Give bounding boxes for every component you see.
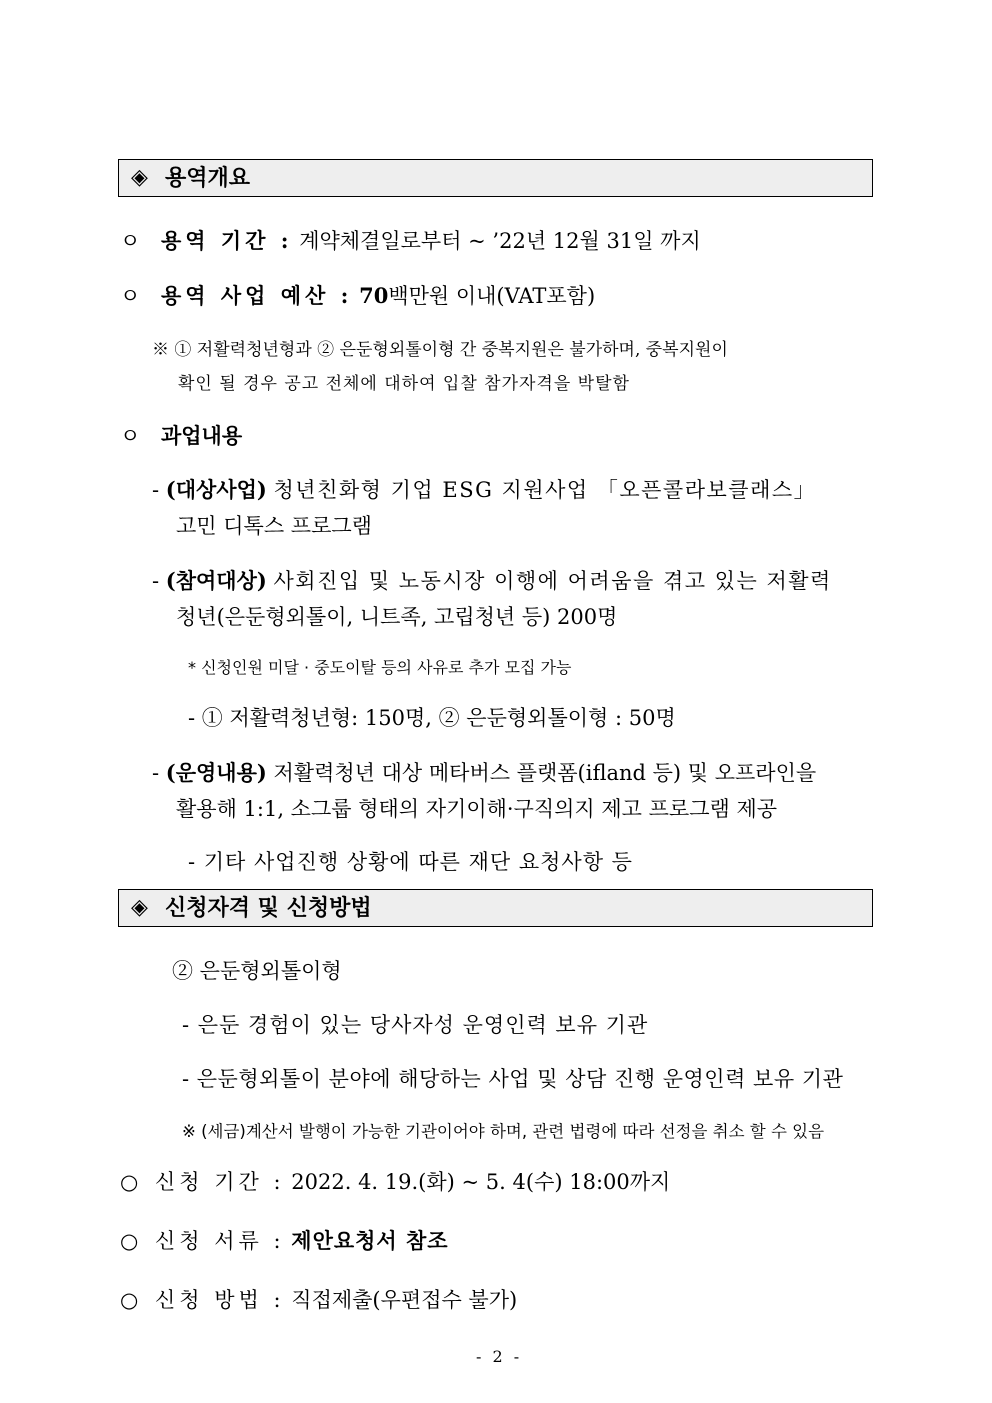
apply-docs-label: 신청 서류 : xyxy=(155,1229,285,1253)
duplicate-note-line2: 확인 될 경우 공고 전체에 대하여 입찰 참가자격을 박탈함 xyxy=(178,374,630,394)
participants-split: - ① 저활력청년형: 150명, ② 은둔형외톨이형 : 50명 xyxy=(188,706,676,730)
target-project-line2: 고민 디톡스 프로그램 xyxy=(176,514,372,538)
section-title: 신청자격 및 신청방법 xyxy=(165,895,372,921)
budget-amount: 70 xyxy=(359,283,389,308)
budget-item xyxy=(120,283,595,309)
page-number: - 2 - xyxy=(476,1347,523,1366)
apply-period-item xyxy=(120,1169,670,1195)
apply-method-label: 신청 방법 : xyxy=(155,1288,285,1312)
budget-value: 백만원 이내(VAT포함) xyxy=(388,284,596,308)
circle-bullet-icon: ㅇ xyxy=(120,424,141,448)
section-header-overview xyxy=(118,159,873,197)
circle-bullet-icon: ㅇ xyxy=(120,229,141,253)
participants-line1: - (참여대상) 사회진입 및 노동시장 이행에 어려움을 겪고 있는 저활력 xyxy=(152,568,832,593)
circle-bullet-icon: ○ xyxy=(120,1229,139,1253)
tasks-label: 과업내용 xyxy=(160,423,243,448)
apply-docs-value: 제안요청서 참조 xyxy=(291,1228,449,1253)
section-title: 용역개요 xyxy=(165,165,251,191)
period-label: 용역 기간 : xyxy=(160,228,293,253)
apply-docs-item xyxy=(120,1228,449,1254)
apply-method-item xyxy=(120,1287,517,1313)
apply-period-label: 신청 기간 : xyxy=(155,1170,285,1194)
participants-line2: 청년(은둔형외톨이, 니트족, 고립청년 등) 200명 xyxy=(176,605,618,629)
apply-method-value: 직접제출(우편접수 불가) xyxy=(291,1288,518,1312)
participants-note: * 신청인원 미달 · 중도이탈 등의 사유로 추가 모집 가능 xyxy=(188,658,572,677)
tasks-item xyxy=(120,423,242,449)
diamond-icon: ◈ xyxy=(131,895,148,920)
requirement-2: - 은둔형외톨이 분야에 해당하는 사업 및 상담 진행 운영인력 보유 기관 xyxy=(182,1067,844,1091)
budget-label: 용역 사업 예산 : xyxy=(160,283,353,308)
operation-line1: - (운영내용) 저활력청년 대상 메타버스 플랫폼(ifland 등) 및 오프라인을 xyxy=(152,760,817,785)
apply-period-value: 2022. 4. 19.(화) ~ 5. 4(수) 18:00까지 xyxy=(291,1170,671,1194)
operation-extra: - 기타 사업진행 상황에 따른 재단 요청사항 등 xyxy=(188,850,633,874)
requirement-1: - 은둔 경험이 있는 당사자성 운영인력 보유 기관 xyxy=(182,1013,649,1037)
operation-tag: (운영내용) xyxy=(165,760,267,785)
section-header-application xyxy=(118,889,873,927)
participants-tag: (참여대상) xyxy=(165,568,267,593)
operation-line2: 활용해 1:1, 소그룹 형태의 자기이해·구직의지 제고 프로그램 제공 xyxy=(176,797,778,821)
applicant-type: ② 은둔형외톨이형 xyxy=(172,959,342,983)
diamond-icon: ◈ xyxy=(131,165,148,190)
circle-bullet-icon: ○ xyxy=(120,1288,139,1312)
period-item xyxy=(120,228,701,254)
invoice-note: ※ (세금)계산서 발행이 가능한 기관이어야 하며, 관련 법령에 따라 선정을 취소 할 수 있음 xyxy=(182,1122,825,1141)
duplicate-note-line1: ※ ① 저활력청년형과 ② 은둔형외톨이형 간 중복지원은 불가하며, 중복지원이 xyxy=(152,340,728,360)
target-project-line1: - (대상사업) 청년친화형 기업 ESG 지원사업 「오픈콜라보클래스」 xyxy=(152,477,817,502)
circle-bullet-icon: ○ xyxy=(120,1170,139,1194)
circle-bullet-icon: ㅇ xyxy=(120,284,141,308)
period-value: 계약체결일로부터 ~ ’22년 12월 31일 까지 xyxy=(299,229,701,253)
target-project-tag: (대상사업) xyxy=(165,477,267,502)
